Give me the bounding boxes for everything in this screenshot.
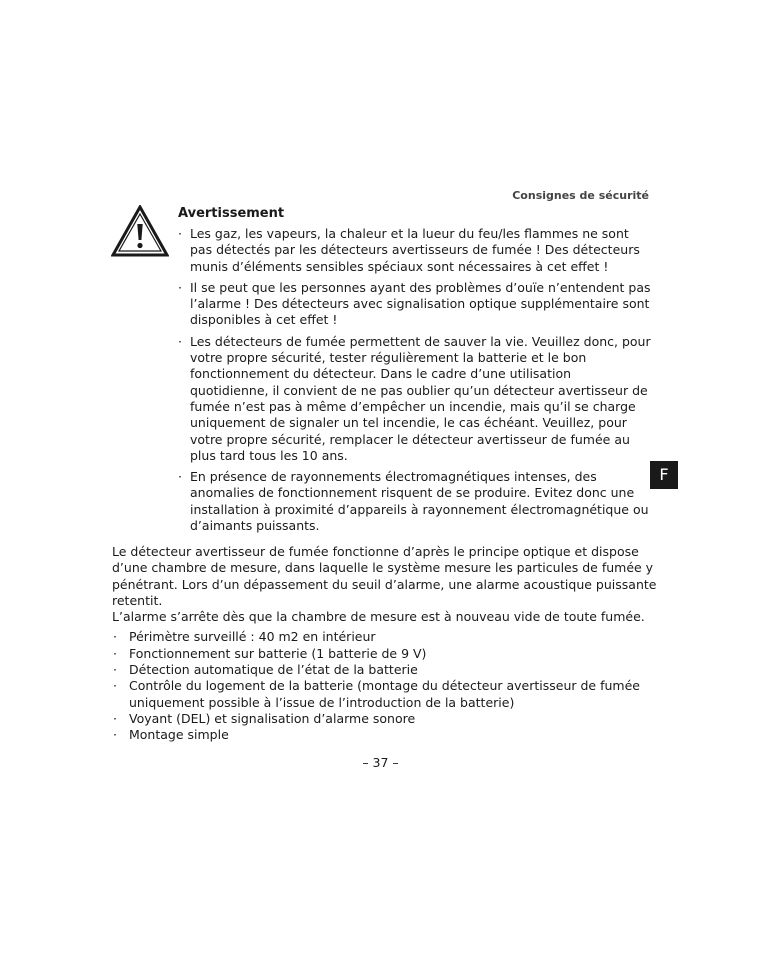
bullet-icon: · bbox=[178, 333, 182, 349]
feature-item bbox=[112, 711, 657, 727]
feature-item bbox=[112, 727, 657, 743]
feature-item-text: Montage simple bbox=[129, 727, 229, 743]
warning-list bbox=[178, 226, 653, 534]
feature-item bbox=[112, 678, 657, 711]
feature-list bbox=[112, 629, 657, 743]
bullet-icon: · bbox=[178, 226, 182, 241]
description-block bbox=[112, 544, 657, 744]
section-header: Consignes de sécurité bbox=[512, 189, 649, 202]
warning-title: Avertissement bbox=[178, 206, 285, 221]
warning-block bbox=[178, 206, 653, 539]
feature-item-text: Contrôle du logement de la batterie (montage du détecteur avertisseur de fumée uniquement possible à l’issue de l’introduction de la batterie) bbox=[129, 678, 640, 710]
warning-item bbox=[178, 280, 653, 329]
warning-item-text: Les gaz, les vapeurs, la chaleur et la lueur du feu/les flammes ne sont pas détectés par les détecteurs avertisseurs de fumée ! Des détecteurs munis d’éléments sensibles spéciaux sont nécessaires à cet effet ! bbox=[190, 226, 640, 274]
feature-item-text: Voyant (DEL) et signalisation d’alarme sonore bbox=[129, 710, 416, 726]
warning-item bbox=[178, 469, 653, 534]
bullet-icon: · bbox=[113, 710, 117, 726]
feature-item-text: Détection automatique de l’état de la batterie bbox=[129, 662, 418, 678]
warning-item-text: Il se peut que les personnes ayant des problèmes d’ouïe n’entendent pas l’alarme ! Des détecteurs avec signalisation optique supplémentaire sont disponibles à cet effet ! bbox=[190, 279, 651, 328]
feature-item bbox=[112, 646, 657, 662]
description-paragraph: L’alarme s’arrête dès que la chambre de mesure est à nouveau vide de toute fumée. bbox=[112, 609, 645, 625]
bullet-icon: · bbox=[113, 662, 117, 678]
bullet-icon: · bbox=[113, 645, 117, 661]
feature-item bbox=[112, 662, 657, 678]
page-number: – 37 – bbox=[362, 755, 399, 770]
bullet-icon: · bbox=[113, 629, 117, 645]
warning-item bbox=[178, 334, 653, 464]
bullet-icon: · bbox=[178, 279, 182, 295]
feature-item-text: Périmètre surveillé : 40 m2 en intérieur bbox=[129, 629, 376, 645]
bullet-icon: · bbox=[113, 727, 117, 743]
feature-item-text: Fonctionnement sur batterie (1 batterie de 9 V) bbox=[129, 645, 427, 661]
bullet-icon: · bbox=[113, 678, 117, 694]
language-tab: F bbox=[650, 461, 678, 489]
bullet-icon: · bbox=[178, 469, 182, 485]
warning-item bbox=[178, 226, 653, 275]
description-paragraph: Le détecteur avertisseur de fumée fonctionne d’après le principe optique et dispose d’une chambre de mesure, dans laquelle le système mesure les particules de fumée y pénétrant. Lors d’un dépassement du seuil d’alarme, une alarme acoustique puissante retentit. bbox=[112, 544, 657, 608]
warning-item-text: En présence de rayonnements électromagnétiques intenses, des anomalies de fonctionnement risquent de se produire. Evitez donc une installation à proximité d’appareils à rayonnement électromagnétique ou d’aimants puissants. bbox=[190, 469, 649, 534]
warning-item-text: Les détecteurs de fumée permettent de sauver la vie. Veuillez donc, pour votre propre sécurité, tester régulièrement la batterie et le bon fonctionnement du détecteur. Dans le cadre d’une utilisation quotidienne, il convient de ne pas oublier qu’un détecteur avertisseur de fumée n’est pas à même d’empêcher un incendie, mais qu’il se charge uniquement de signaler un tel incendie, le cas échéant. Veuillez, pour votre propre sécurité, remplacer le détecteur avertisseur de fumée au plus tard tous les 10 ans. bbox=[190, 333, 651, 463]
feature-item bbox=[112, 629, 657, 645]
warning-triangle-icon bbox=[111, 205, 169, 257]
